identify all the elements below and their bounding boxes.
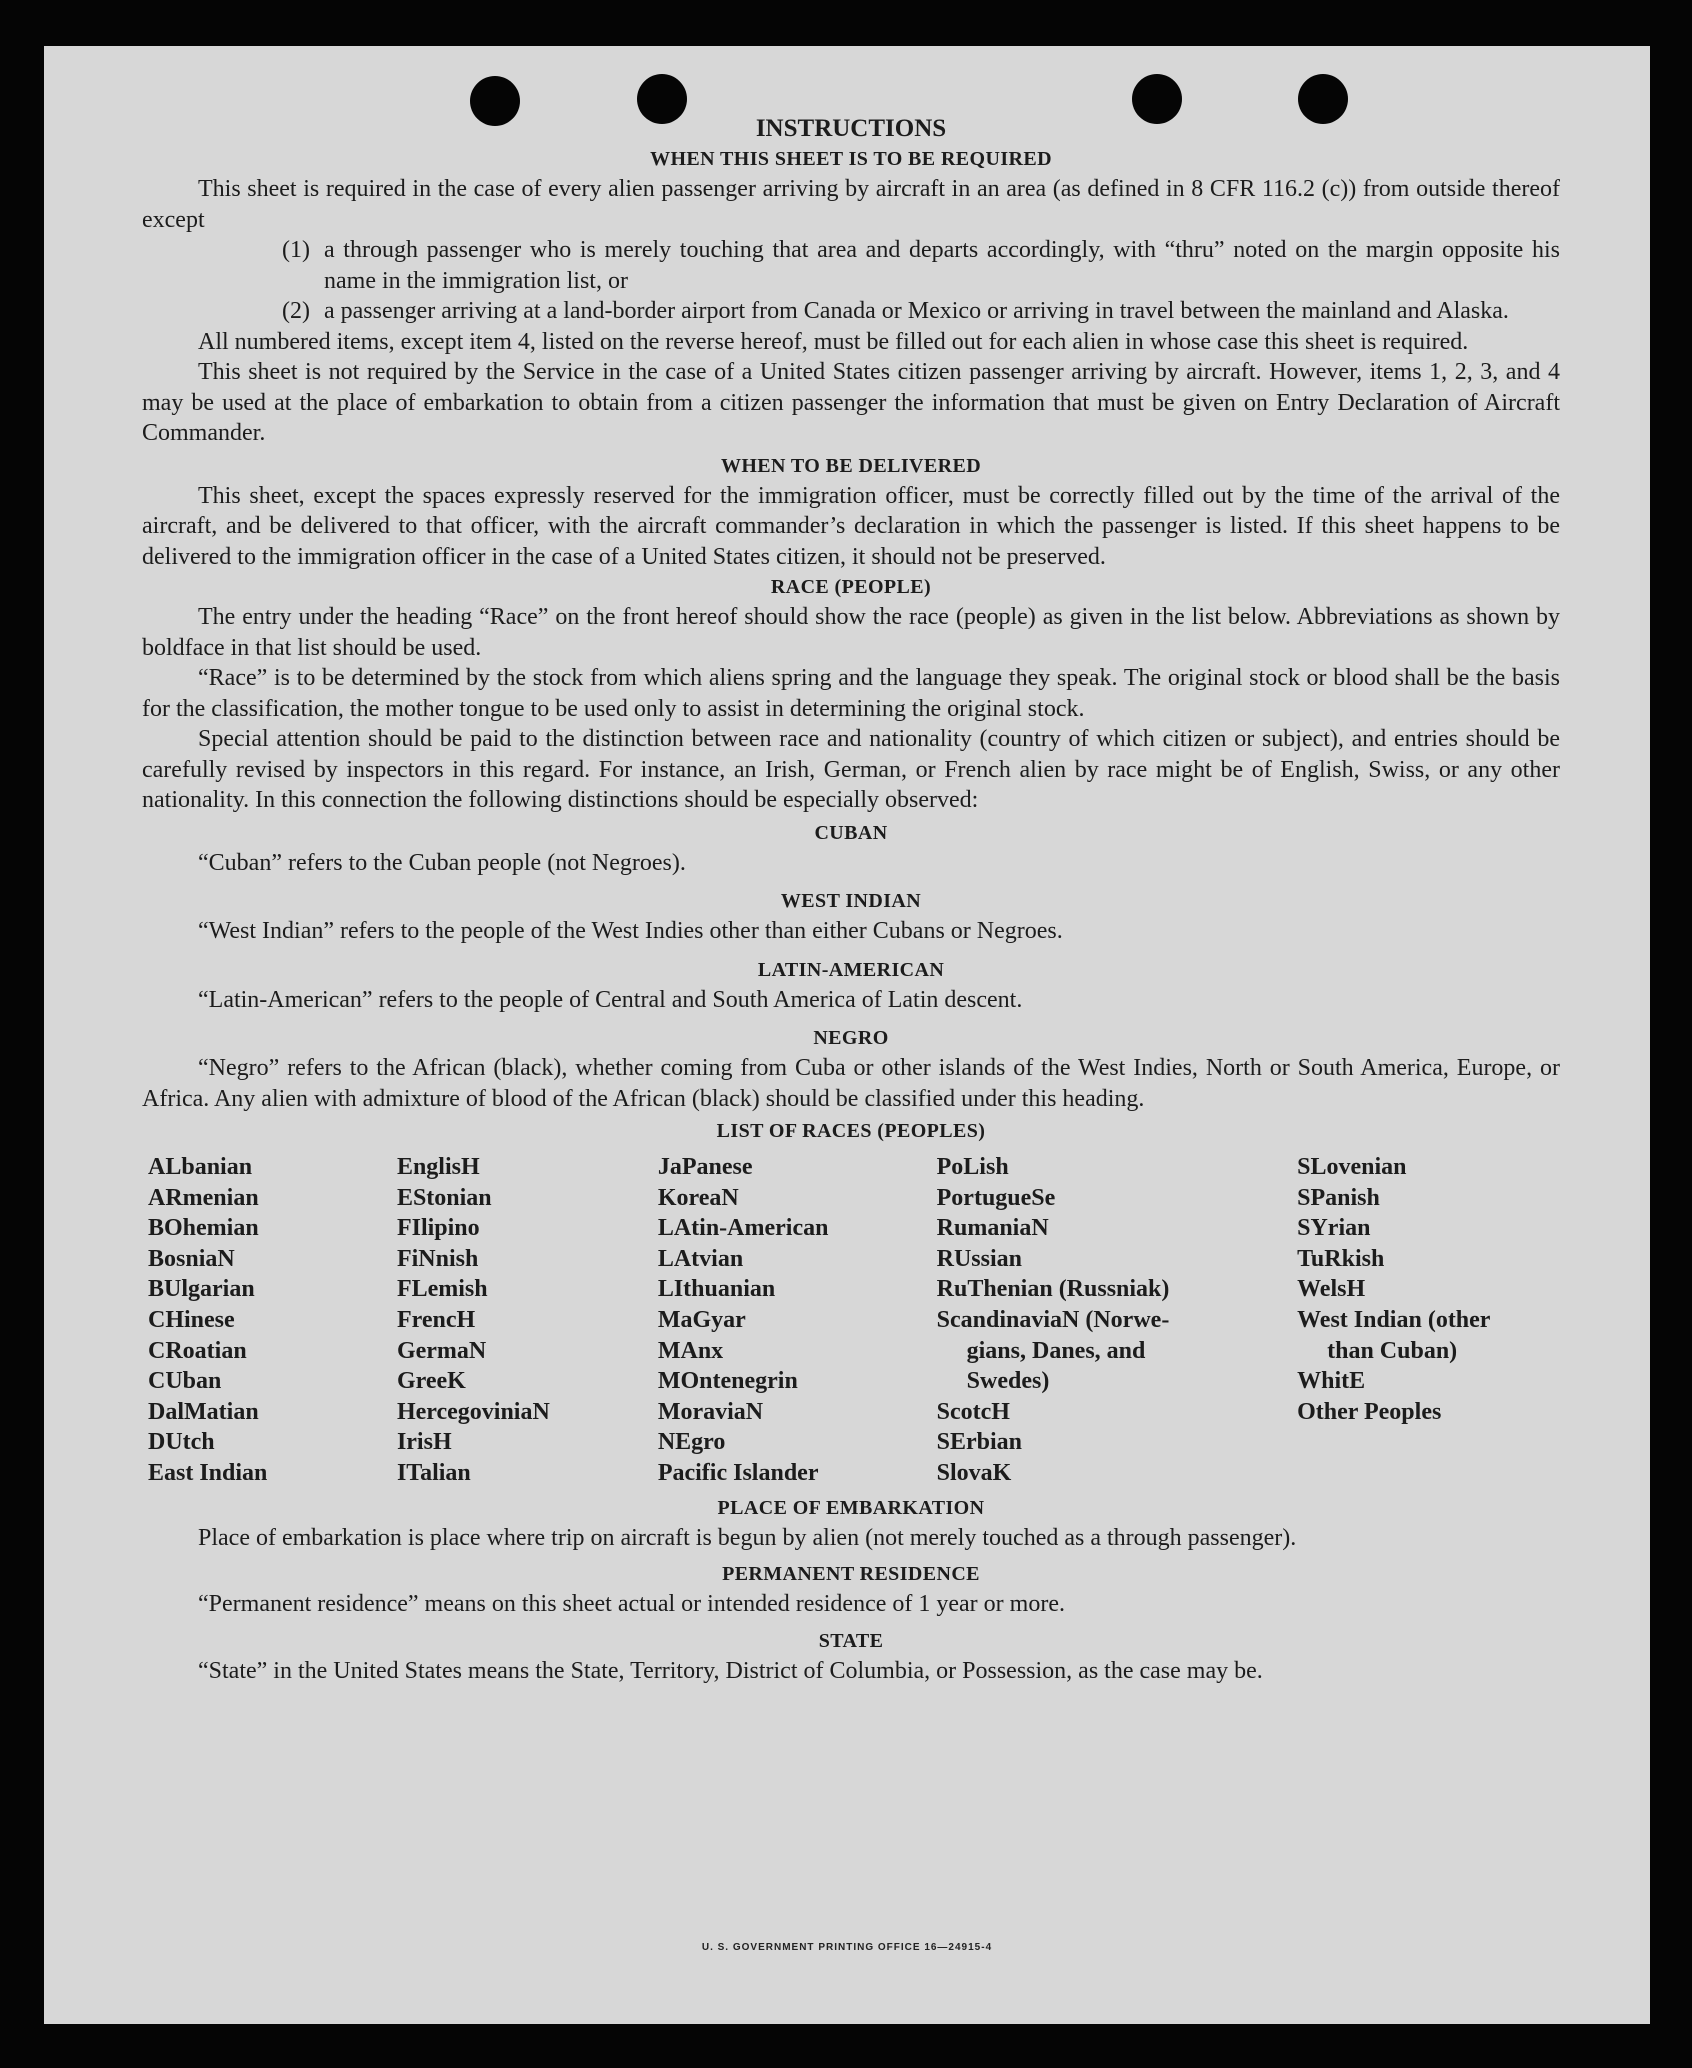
race-entry: JaPanese — [657, 1154, 753, 1180]
race-entry: PortugueSe — [936, 1184, 1056, 1211]
race-entry: EnglisH — [396, 1154, 480, 1180]
race-entry: BosniaN — [148, 1245, 235, 1272]
race-entry: RuThenian (Russniak) — [936, 1276, 1170, 1303]
race-entry: GreeK — [396, 1368, 466, 1395]
latin-american-paragraph: “Latin-American” refers to the people of Central and South America of Latin descent. — [198, 986, 1023, 1013]
race-entry: CHinese — [148, 1306, 235, 1333]
race-entry: gians, Danes, and — [966, 1337, 1146, 1364]
section-heading-race: RACE (PEOPLE) — [770, 576, 932, 598]
item-text: a passenger arriving at a land-border airport from Canada or Mexico or arriving in travel between the mainland and Alaska. — [324, 298, 1509, 324]
race-entry: Swedes) — [966, 1368, 1050, 1395]
race-entry: WelsH — [1297, 1276, 1366, 1303]
printer-imprint: U. S. GOVERNMENT PRINTING OFFICE 16—24915-4 — [701, 1942, 993, 1953]
document-sheet — [44, 46, 1650, 2024]
race-entry: EStonian — [396, 1184, 492, 1211]
race-entry: East Indian — [148, 1459, 268, 1486]
race-entry: SErbian — [936, 1429, 1023, 1456]
delivered-paragraph: This sheet, except the spaces expressly reserved for the immigration officer, must be correctly filled out by the time of the arrival of the aircraft, and be delivered to that officer, with the aircraft commander’s declaration in which the passenger is listed. If this sheet happens to be delivered to the immigration officer in the case of a United States citizen, it should not be preserved. — [142, 482, 1560, 570]
west-indian-paragraph: “West Indian” refers to the people of the West Indies other than either Cubans or Negroes. — [198, 918, 1063, 944]
section-heading-race-list: LIST OF RACES (PEOPLES) — [716, 1120, 986, 1142]
race-column — [658, 1152, 937, 1489]
state-paragraph: “State” in the United States means the State, Territory, District of Columbia, or Possession, as the case may be. — [198, 1657, 1263, 1684]
race-paragraph: Special attention should be paid to the distinction between race and nationality (country of which citizen or subject), and entries should be carefully revised by inspectors in this regard. For instance, an Irish, German, or French alien by race might be of English, Swiss, or any other nationality. In this connection the following distinctions should be especially observed: — [142, 726, 1560, 813]
race-entry: WhitE — [1297, 1368, 1366, 1395]
list-item — [142, 296, 1560, 327]
race-entry: FLemish — [396, 1276, 488, 1303]
race-entry: HercegoviniaN — [396, 1398, 550, 1425]
item-text: a through passenger who is merely touching that area and departs accordingly, with “thru” noted on the margin opposite his name in the immigration list, or — [324, 237, 1560, 294]
section-heading-latin-american: LATIN-AMERICAN — [757, 958, 945, 981]
required-paragraph: All numbered items, except item 4, listed on the reverse hereof, must be filled out for each alien in whose case this sheet is required. — [198, 328, 1469, 355]
race-entry: RumaniaN — [936, 1215, 1049, 1242]
race-entry: ARmenian — [148, 1184, 259, 1211]
section-heading-delivered: WHEN TO BE DELIVERED — [720, 454, 982, 477]
race-entry: Pacific Islander — [657, 1459, 819, 1486]
race-entry: CRoatian — [148, 1337, 247, 1364]
residence-paragraph: “Permanent residence” means on this sheet actual or intended residence of 1 year or more. — [198, 1591, 1065, 1618]
race-entry: GermaN — [396, 1337, 487, 1364]
race-entry: SYrian — [1297, 1215, 1371, 1242]
race-column — [1297, 1152, 1560, 1489]
section-heading-residence: PERMANENT RESIDENCE — [722, 1563, 980, 1586]
race-entry: SPanish — [1297, 1184, 1380, 1211]
section-heading-cuban: CUBAN — [814, 821, 888, 844]
race-column — [148, 1152, 397, 1489]
race-entry: ITalian — [396, 1459, 471, 1486]
section-heading-embarkation: PLACE OF EMBARKATION — [717, 1496, 985, 1519]
required-paragraph: This sheet is not required by the Service in the case of a United States citizen passenger arriving by aircraft. However, items 1, 2, 3, and 4 may be used at the place of embarkation to obtain from a citizen passenger the information that must be given on Entry Declaration of Aircraft Commander. — [142, 359, 1560, 446]
race-entry: NEgro — [657, 1429, 726, 1456]
race-entry: Other Peoples — [1297, 1398, 1442, 1425]
negro-paragraph: “Negro” refers to the African (black), whether coming from Cuba or other islands of the West Indies, North or South America, Europe, or Africa. Any alien with admixture of blood of the African (black) should be classified under this heading. — [142, 1055, 1560, 1112]
race-entry: West Indian (other — [1297, 1306, 1491, 1333]
page-title: INSTRUCTIONS — [755, 115, 947, 142]
race-entry: FiNnish — [396, 1245, 479, 1272]
race-entry: TuRkish — [1297, 1245, 1385, 1272]
race-entry: LAtvian — [657, 1245, 744, 1272]
race-entry: DalMatian — [148, 1398, 259, 1425]
race-entry: than Cuban) — [1327, 1337, 1458, 1364]
race-entry: ScotcH — [936, 1398, 1010, 1425]
race-column — [397, 1152, 658, 1489]
race-entry: FIlipino — [396, 1215, 480, 1242]
race-entry: MOntenegrin — [657, 1368, 798, 1395]
race-entry: DUtch — [148, 1429, 215, 1456]
race-paragraph: “Race” is to be determined by the stock from which aliens spring and the language they speak. The original stock or blood shall be the basis for the classification, the mother tongue to be used only to assist in determining the original stock. — [142, 665, 1560, 722]
race-entry: PoLish — [936, 1154, 1009, 1180]
section-heading-west-indian: WEST INDIAN — [780, 890, 922, 912]
instructions-body — [142, 114, 1560, 1686]
race-entry: MoraviaN — [657, 1398, 764, 1425]
section-heading-required: WHEN THIS SHEET IS TO BE REQUIRED — [650, 148, 1052, 170]
item-number: (1) — [282, 237, 310, 263]
cuban-paragraph: “Cuban” refers to the Cuban people (not Negroes). — [198, 849, 686, 876]
race-entry: FrencH — [396, 1306, 476, 1333]
race-list — [148, 1152, 1560, 1489]
race-entry: MaGyar — [657, 1306, 746, 1333]
race-entry: LIthuanian — [657, 1276, 776, 1303]
race-entry: ALbanian — [148, 1154, 253, 1180]
race-entry: LAtin-American — [657, 1215, 829, 1242]
race-column — [937, 1152, 1297, 1489]
race-entry: SlovaK — [936, 1459, 1012, 1486]
race-entry: BUlgarian — [148, 1276, 255, 1303]
section-heading-negro: NEGRO — [813, 1027, 889, 1049]
race-entry: KoreaN — [657, 1184, 739, 1211]
race-entry: ScandinaviaN (Norwe- — [936, 1306, 1170, 1333]
race-entry: IrisH — [396, 1429, 452, 1456]
list-item — [142, 235, 1560, 296]
embarkation-paragraph: Place of embarkation is place where trip on aircraft is begun by alien (not merely touched as a through passenger). — [198, 1524, 1297, 1551]
race-entry: BOhemian — [148, 1215, 259, 1242]
item-number: (2) — [282, 298, 310, 324]
race-entry: RUssian — [936, 1245, 1022, 1272]
race-paragraph: The entry under the heading “Race” on the front hereof should show the race (people) as given in the list below. Abbreviations as shown by boldface in that list should be used. — [142, 604, 1560, 661]
race-entry: SLovenian — [1297, 1154, 1407, 1180]
section-heading-state: STATE — [818, 1629, 884, 1652]
required-intro: This sheet is required in the case of every alien passenger arriving by aircraft in an area (as defined in 8 CFR 116.2 (c)) from outside thereof except — [142, 176, 1560, 233]
race-entry: CUban — [148, 1368, 222, 1395]
race-entry: MAnx — [657, 1337, 724, 1364]
